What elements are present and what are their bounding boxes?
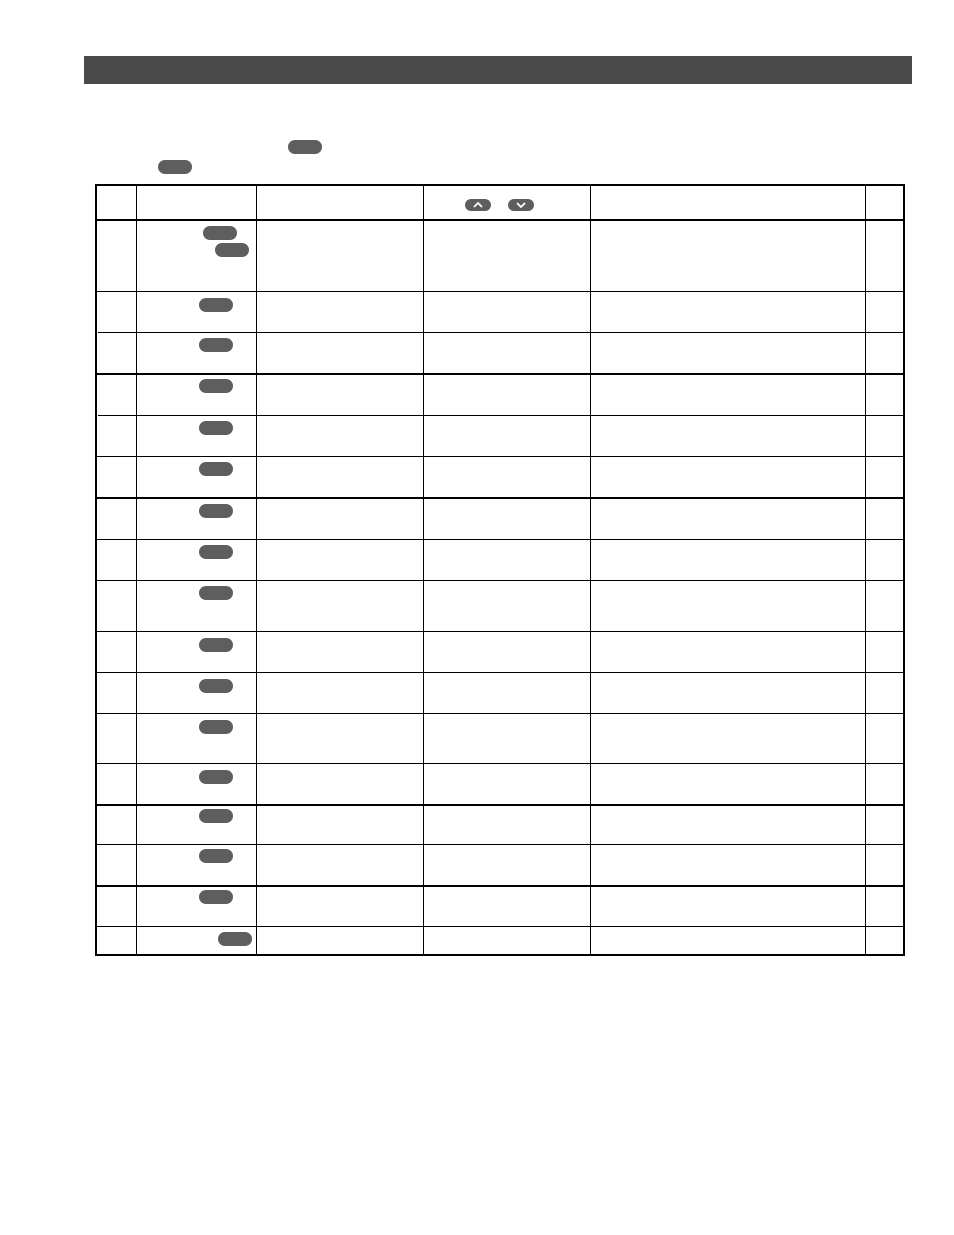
table-header-rule <box>95 219 905 221</box>
row-divider <box>95 373 905 375</box>
button-key-icon <box>199 338 233 352</box>
button-key-icon <box>199 379 233 393</box>
button-key-icon <box>199 849 233 863</box>
row-divider <box>95 885 905 887</box>
row-divider <box>95 497 905 499</box>
row-divider <box>95 291 905 292</box>
button-key-icon <box>199 586 233 600</box>
row-divider <box>95 763 905 764</box>
button-key-icon <box>199 462 233 476</box>
row-divider <box>95 456 905 457</box>
column-divider <box>136 184 137 956</box>
button-key-icon <box>203 226 237 240</box>
row-divider <box>95 844 905 845</box>
button-key-icon <box>199 504 233 518</box>
button-key-icon <box>199 720 233 734</box>
button-key-icon <box>199 421 233 435</box>
column-divider <box>423 184 424 956</box>
row-divider <box>95 580 905 581</box>
table-border-left <box>95 184 97 956</box>
button-key-icon <box>199 545 233 559</box>
button-key-icon <box>199 298 233 312</box>
table-border-right <box>903 184 905 956</box>
row-divider <box>95 926 905 927</box>
row-divider <box>95 631 905 632</box>
row-divider <box>95 804 905 806</box>
row-divider <box>95 713 905 714</box>
button-key-icon <box>199 638 233 652</box>
up-arrow-key-icon <box>465 199 491 211</box>
button-key-icon <box>199 679 233 693</box>
button-key-icon <box>199 770 233 784</box>
row-divider <box>98 415 905 416</box>
column-divider <box>865 184 866 956</box>
column-divider <box>590 184 591 956</box>
row-divider <box>95 539 905 540</box>
button-key-icon <box>215 243 249 257</box>
column-divider <box>256 184 257 956</box>
button-key-icon <box>218 932 252 946</box>
row-divider <box>95 672 905 673</box>
table-border-top <box>95 184 905 186</box>
button-key-icon <box>199 890 233 904</box>
button-key-icon <box>199 809 233 823</box>
row-divider <box>98 332 905 333</box>
table-border-bottom <box>95 954 905 956</box>
down-arrow-key-icon <box>508 199 534 211</box>
